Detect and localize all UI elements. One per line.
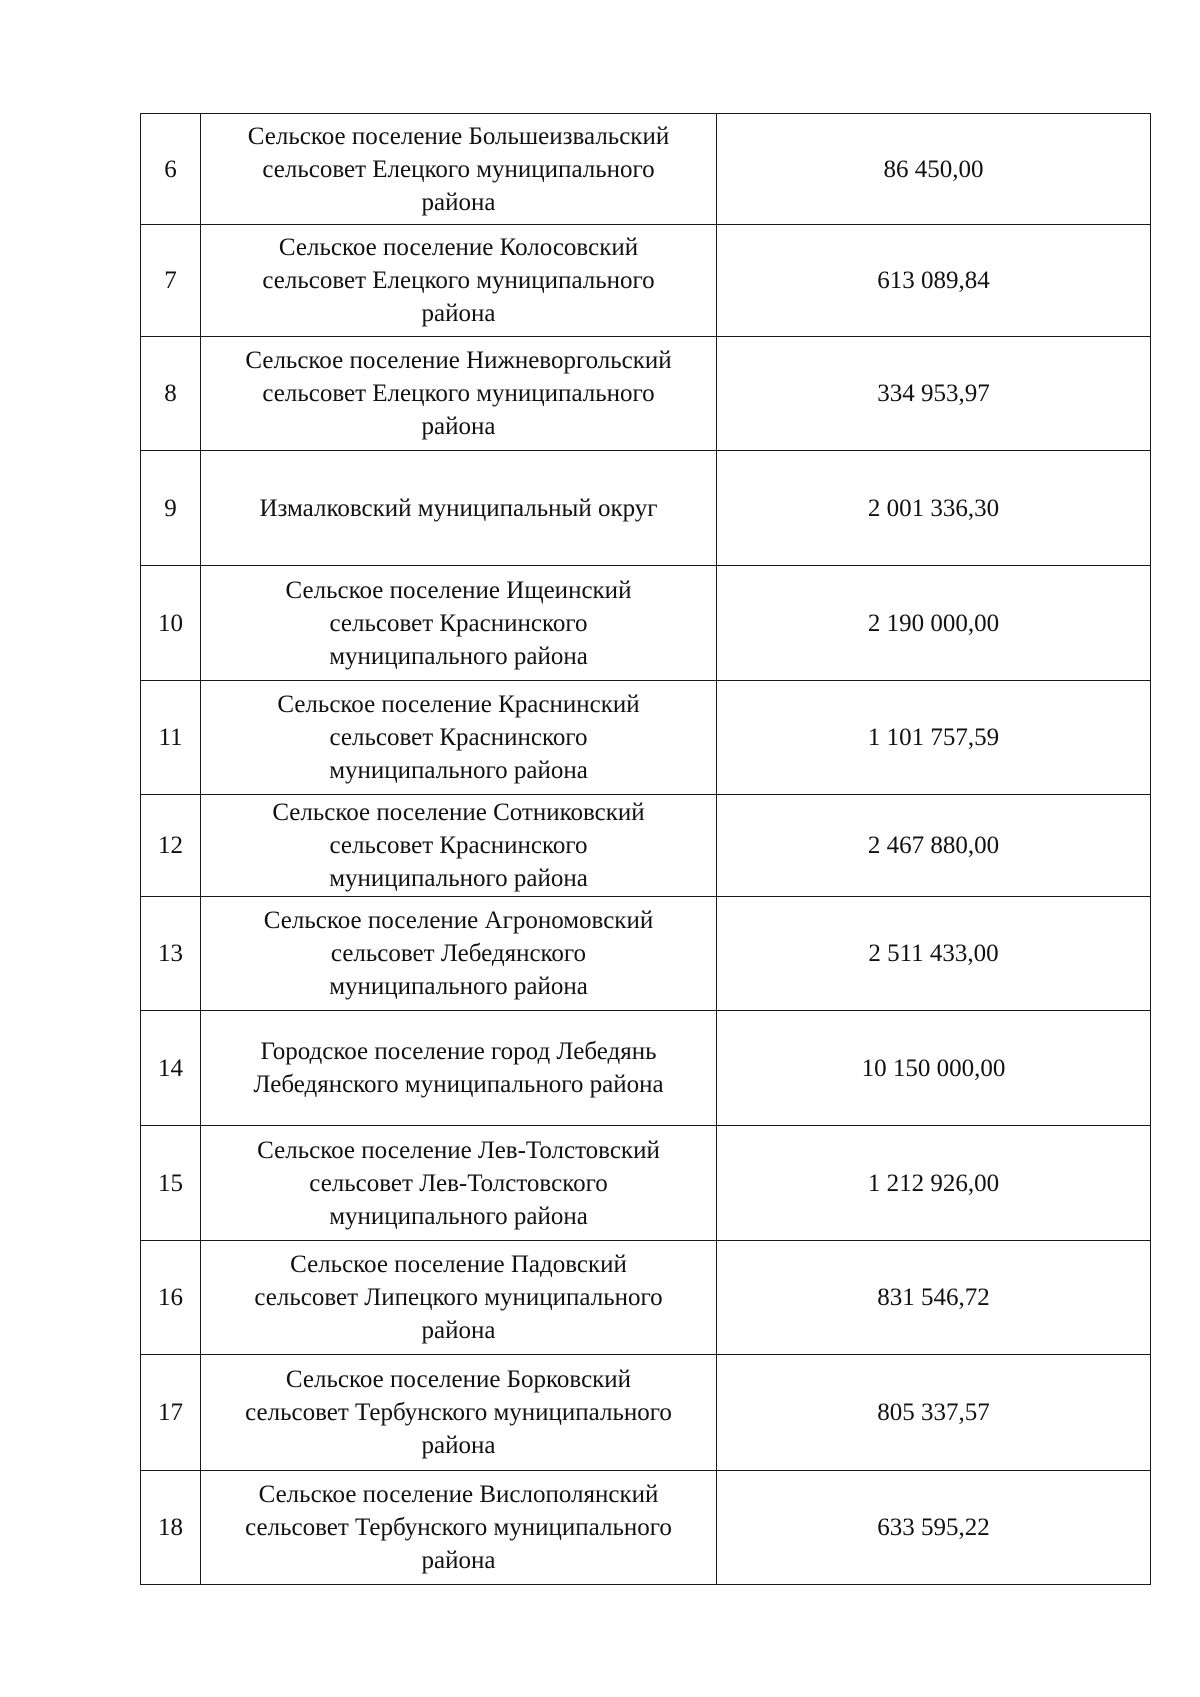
name-line: сельсовет Тербунского муниципального [245,1399,672,1426]
name-line: сельсовет Елецкого муниципального [262,267,655,294]
row-number: 14 [141,1011,201,1126]
name-line: муниципального района [329,865,588,892]
name-line: района [421,413,496,440]
settlement-name [201,897,717,1011]
amount: 633 595,22 [717,1471,1151,1585]
name-line: Лебедянского муниципального района [253,1071,664,1098]
name-line: муниципального района [329,1202,588,1230]
name-line: сельсовет Краснинского [329,724,588,751]
name-line: сельсовет Лебедянского [330,940,587,967]
amount: 613 089,84 [717,225,1151,337]
table-row [141,225,1151,337]
row-number: 17 [141,1355,201,1471]
amount: 334 953,97 [717,337,1151,451]
amount: 805 337,57 [717,1355,1151,1471]
name-line: Сельское поселение Большеизвальский [247,122,670,150]
name-line: Сельское поселение Краснинский [277,691,640,718]
row-number: 13 [141,897,201,1011]
amount: 1 101 757,59 [717,681,1151,795]
settlement-name [201,681,717,795]
name-line: муниципального района [329,757,588,784]
name-line: муниципального района [329,973,588,1000]
row-number: 18 [141,1471,201,1585]
row-number: 8 [141,337,201,451]
amount: 831 546,72 [717,1241,1151,1355]
name-line: сельсовет Елецкого муниципального [262,380,655,407]
settlement-name [201,225,717,337]
amount: 2 001 336,30 [717,451,1151,566]
name-line: района [421,188,496,216]
name-line: Сельское поселение Борковский [285,1366,632,1393]
settlement-name [201,114,717,225]
row-number: 9 [141,451,201,566]
amount: 2 511 433,00 [717,897,1151,1011]
settlement-name [201,1241,717,1355]
table-row [141,897,1151,1011]
name-line: района [421,1547,496,1574]
table-row [141,114,1151,225]
amount: 1 212 926,00 [717,1126,1151,1241]
settlement-name [201,795,717,897]
table-row [141,681,1151,795]
settlement-name [201,451,717,566]
row-number: 12 [141,795,201,897]
table-row [141,1011,1151,1126]
name-line: Сельское поселение Ищеинский [285,576,632,604]
amount: 2 190 000,00 [717,566,1151,681]
row-number: 10 [141,566,201,681]
name-line: Сельское поселение Нижневоргольский [245,347,672,374]
name-line: Сельское поселение Колосовский [278,234,639,261]
table-row [141,1241,1151,1355]
row-number: 11 [141,681,201,795]
row-number: 6 [141,114,201,225]
table-row [141,451,1151,566]
table-row [141,1471,1151,1585]
settlement-name [201,337,717,451]
name-line: сельсовет Елецкого муниципального [262,155,655,183]
name-line: Городское поселение город Лебедянь [260,1038,657,1065]
amount: 86 450,00 [717,114,1151,225]
name-line: района [421,1432,496,1459]
name-line: Сельское поселение Сотниковский [272,799,645,826]
data-table [140,113,1151,1585]
amount: 2 467 880,00 [717,795,1151,897]
name-line: сельсовет Лев-Толстовского [309,1169,608,1197]
settlement-name [201,1011,717,1126]
name-line: Сельское поселение Падовский [290,1251,627,1278]
settlement-name [201,1355,717,1471]
name-line: сельсовет Краснинского [329,832,588,859]
amount: 10 150 000,00 [717,1011,1151,1126]
settlement-name [201,566,717,681]
settlement-name [201,1126,717,1241]
table-row [141,337,1151,451]
settlement-name [201,1471,717,1585]
table-row [141,566,1151,681]
table-row [141,1126,1151,1241]
name-line: сельсовет Краснинского [329,609,588,637]
table-row [141,1355,1151,1471]
name-line: сельсовет Липецкого муниципального [254,1284,663,1311]
name-line: Сельское поселение Вислополянский [258,1481,659,1508]
row-number: 16 [141,1241,201,1355]
table-row [141,795,1151,897]
name-line: сельсовет Тербунского муниципального [245,1514,672,1541]
name-line: района [421,1317,496,1344]
name-line: Измалковский муниципальный округ [259,494,658,522]
name-line: муниципального района [329,642,588,670]
name-line: Сельское поселение Агрономовский [263,907,654,934]
name-line: Сельское поселение Лев-Толстовский [257,1136,660,1164]
row-number: 7 [141,225,201,337]
name-line: района [421,300,496,327]
row-number: 15 [141,1126,201,1241]
